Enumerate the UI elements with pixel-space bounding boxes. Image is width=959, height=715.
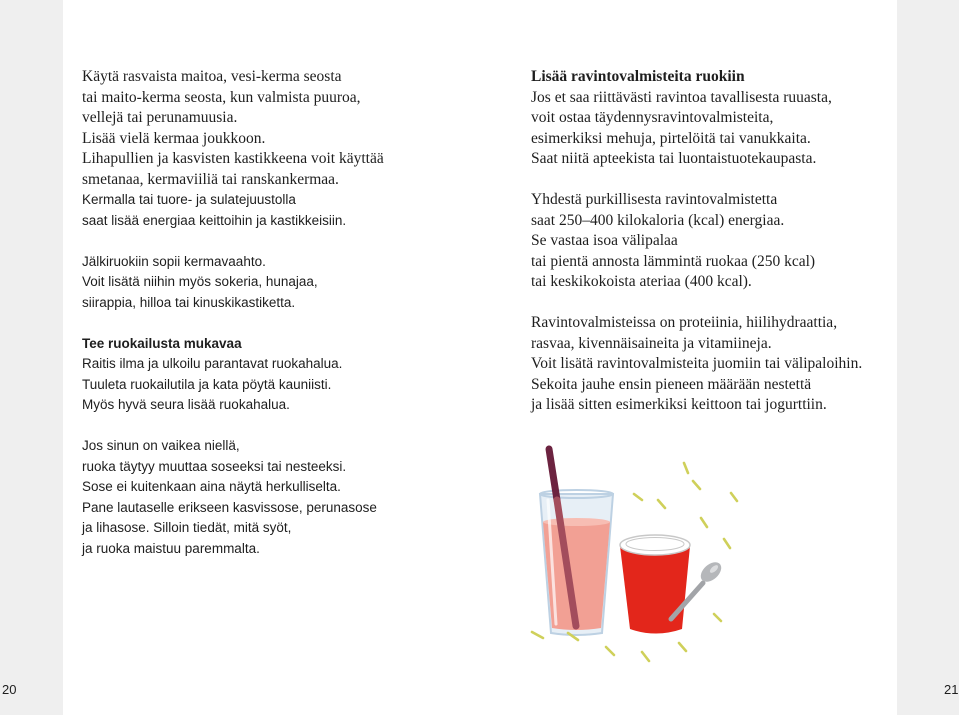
text-line: voit ostaa täydennysravintovalmisteita,: [531, 109, 774, 126]
text-line: Se vastaa isoa välipalaa: [531, 232, 678, 249]
text-line: Käytä rasvaista maitoa, vesi-kerma seosta: [82, 68, 342, 85]
text-line: Yhdestä purkillisesta ravintovalmistetta: [531, 191, 778, 208]
text-line: ja ruoka maistuu paremmalta.: [82, 540, 260, 556]
text-line: Pane lautaselle erikseen kasvissose, perunasose: [82, 499, 377, 515]
page-number-right: 21: [944, 682, 959, 697]
text-line: Kermalla tai tuore- ja sulatejuustolla: [82, 192, 296, 207]
text-line: Jälkiruokiin sopii kermavaahto.: [82, 253, 266, 269]
text-line: Voit lisätä ravintovalmisteita juomiin tai välipaloihin.: [531, 355, 863, 372]
right-column: [531, 67, 862, 436]
text-line: Jos et saa riittävästi ravintoa tavallisesta ruuasta,: [531, 88, 832, 106]
section-heading: Tee ruokailusta mukavaa: [82, 335, 242, 351]
text-line: Lihapullien ja kasvisten kastikkeena voit käyttää: [82, 150, 384, 167]
swallowing-paragraph: [82, 436, 384, 559]
text-line: esimerkiksi mehuja, pirtelöitä tai vanukkaita.: [531, 129, 811, 147]
supplements-section: [531, 67, 862, 170]
text-line: rasvaa, kivennäisaineita ja vitamiineja.: [531, 334, 772, 352]
text-line: vellejä tai perunamuusia.: [82, 109, 238, 126]
text-line: ja lisää sitten esimerkiksi keittoon tai jogurttiin.: [531, 396, 827, 413]
text-line: tai keskikokoista ateriaa (400 kcal).: [531, 273, 752, 290]
cream-tips-paragraph: [82, 67, 384, 231]
text-line: Lisää vielä kermaa joukkoon.: [82, 129, 266, 147]
text-line: Jos sinun on vaikea niellä,: [82, 438, 240, 453]
energy-paragraph: [531, 190, 862, 293]
text-line: Saat niitä apteekista tai luontaistuotekaupasta.: [531, 150, 817, 167]
text-line: Raitis ilma ja ulkoilu parantavat ruokahalua.: [82, 356, 343, 371]
text-line: Ravintovalmisteissa on proteiinia, hiilihydraattia,: [531, 314, 838, 331]
text-line: smetanaa, kermaviiliä tai ranskankermaa.: [82, 170, 339, 188]
text-line: ja lihasose. Silloin tiedät, mitä syöt,: [82, 520, 292, 535]
text-line: ruoka täytyy muuttaa soseeksi tai nesteeksi.: [82, 458, 347, 474]
text-line: saat 250–400 kilokaloria (kcal) energiaa.: [531, 211, 785, 229]
text-line: Myös hyvä seura lisää ruokahalua.: [82, 397, 290, 412]
left-column: [82, 67, 384, 580]
page-number-left: 20: [2, 682, 17, 697]
text-line: Sekoita jauhe ensin pieneen määrään nestettä: [531, 375, 812, 393]
text-line: tai pientä annosta lämmintä ruokaa (250 kcal): [531, 252, 816, 270]
text-line: Sose ei kuitenkaan aina näytä herkulliselta.: [82, 479, 341, 494]
nutrients-paragraph: [531, 313, 862, 416]
dessert-paragraph: [82, 252, 384, 314]
text-line: saat lisää energiaa keittoihin ja kastikkeisiin.: [82, 212, 347, 228]
section-heading: Lisää ravintovalmisteita ruokiin: [531, 68, 745, 85]
text-line: tai maito-kerma seosta, kun valmista puuroa,: [82, 88, 361, 106]
text-line: Tuuleta ruokailutila ja kata pöytä kauniisti.: [82, 376, 332, 392]
mealtime-section: [82, 334, 384, 416]
text-line: siirappia, hilloa tai kinuskikastiketta.: [82, 294, 296, 310]
text-line: Voit lisätä niihin myös sokeria, hunajaa,: [82, 274, 318, 289]
